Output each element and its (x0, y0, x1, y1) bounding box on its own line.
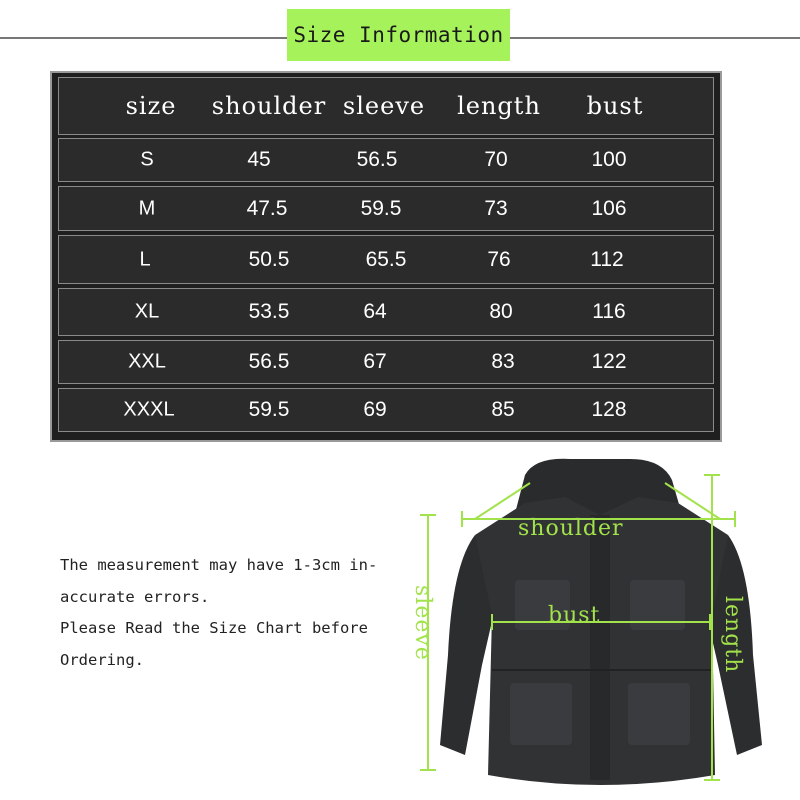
page-title: Size Information (287, 9, 510, 61)
cell-size: L (139, 248, 151, 270)
length-label: length (720, 596, 745, 674)
shoulder-label: shoulder (518, 516, 624, 541)
size-table (50, 71, 722, 442)
cell-size: XXXL (123, 398, 175, 421)
cell-bust: 112 (590, 247, 624, 271)
header-shoulder: shoulder (211, 92, 327, 120)
header-size: size (125, 92, 177, 120)
cell-length: 76 (487, 247, 511, 271)
table-row (58, 235, 714, 284)
cell-bust: 100 (591, 148, 627, 171)
cell-length: 70 (484, 148, 508, 171)
cell-length: 85 (491, 398, 515, 421)
header-bust: bust (586, 92, 644, 120)
note-line: The measurement may have 1-3cm in- (60, 556, 378, 574)
header-rule-left (0, 37, 288, 39)
measurement-note (60, 550, 400, 676)
note-line: Ordering. (60, 650, 144, 669)
cell-size: S (140, 148, 154, 171)
cell-size: XL (134, 300, 160, 323)
cell-shoulder: 59.5 (248, 398, 290, 421)
cell-sleeve: 64 (363, 300, 387, 323)
note-line: accurate errors. (60, 587, 210, 606)
sleeve-label: sleeve (410, 585, 435, 661)
cell-shoulder: 50.5 (248, 247, 290, 271)
bust-label: bust (548, 603, 601, 628)
cell-bust: 106 (591, 196, 627, 220)
table-row (58, 340, 714, 384)
table-row (58, 138, 714, 182)
cell-shoulder: 53.5 (248, 300, 290, 323)
cell-shoulder: 45 (247, 148, 271, 171)
table-row (58, 186, 714, 231)
cell-length: 80 (489, 300, 513, 323)
table-header-row (58, 77, 714, 135)
cell-length: 83 (491, 350, 515, 373)
cell-size: XXL (128, 350, 166, 373)
header-sleeve: sleeve (342, 92, 426, 120)
table-row (58, 288, 714, 336)
cell-sleeve: 69 (363, 398, 387, 421)
cell-shoulder: 47.5 (246, 196, 288, 220)
cell-sleeve: 56.5 (356, 148, 398, 171)
table-row (58, 388, 714, 432)
header-rule-right (510, 37, 800, 39)
cell-bust: 122 (591, 350, 627, 373)
cell-size: M (138, 197, 156, 219)
cell-bust: 128 (591, 398, 627, 421)
cell-length: 73 (484, 196, 508, 220)
note-line: Please Read the Size Chart before (60, 619, 368, 637)
cell-sleeve: 67 (363, 350, 387, 373)
cell-bust: 116 (592, 300, 626, 323)
cell-sleeve: 59.5 (360, 196, 402, 220)
cell-shoulder: 56.5 (248, 350, 290, 373)
cell-sleeve: 65.5 (365, 247, 407, 271)
header-length: length (457, 92, 541, 120)
